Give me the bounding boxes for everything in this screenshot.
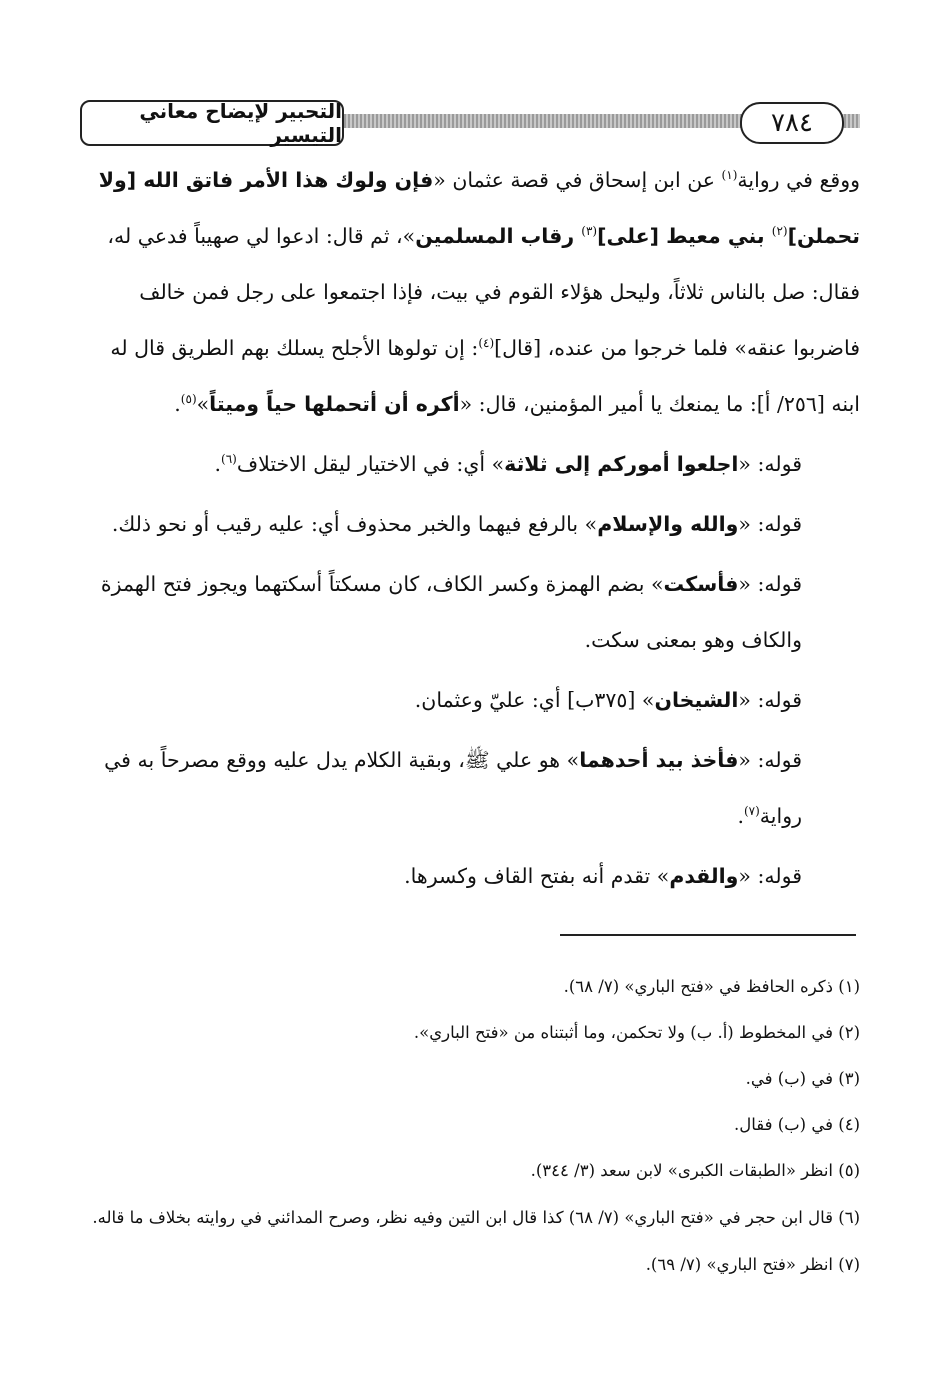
footnote: (١) ذكره الحافظ في «فتح الباري» (٧/ ٦٨). (563, 977, 860, 996)
footnote: (٢) في المخطوط (أ. ب) ولا تحكمن، وما أثبتناه من «فتح الباري». (413, 1023, 860, 1042)
text: قوله: « (738, 452, 802, 476)
footnote: (٤) في (ب) فقال. (733, 1115, 860, 1134)
text: . (174, 392, 181, 416)
page-number: ٧٨٤ (740, 102, 844, 144)
paragraph-2 (82, 436, 860, 492)
paragraph-5 (82, 672, 860, 728)
paragraph-6 (82, 732, 860, 844)
text: »، ثم قال: ادعوا لي صهيباً فدعي له، فقال: صل بالناس ثلاثاً، وليحل هؤلاء القوم في بيت، فإذا اجتمعوا على رجل فمن خالف فاضربوا عنقه» فلما خرجوا من عنده، [قال] (107, 224, 860, 360)
footnotes (82, 968, 860, 1292)
paragraph-4 (82, 556, 860, 668)
text: عن ابن إسحاق في قصة عثمان « (433, 168, 722, 192)
text: قوله: « (738, 572, 802, 596)
footnote: (٦) قال ابن حجر في «فتح الباري» (٧/ ٦٨) كذا قال ابن التين وفيه نظر، وصرح المدائني في روايته بخلاف ما قاله. (92, 1208, 860, 1227)
footnote: (٧) انظر «فتح الباري» (٧/ ٦٩). (645, 1255, 860, 1274)
text: قوله: « (738, 864, 802, 888)
text: » بالرفع فيهما والخبر محذوف أي: عليه رقيب أو نحو ذلك. (111, 512, 598, 536)
main-text (82, 152, 860, 904)
footnote: (٥) انظر «الطبقات الكبرى» لابن سعد (٣/ ٣٤٤). (530, 1161, 860, 1180)
quote-bold: والقدم (669, 864, 739, 888)
quote-bold: أكره أن أتحملها حياً وميتاً (209, 392, 460, 416)
footnote-ref: (٦) (221, 452, 237, 467)
footnote: (٣) في (ب) في. (745, 1069, 860, 1088)
quote-bold: الشيخان (654, 688, 739, 712)
footnote-ref: (٢) (771, 224, 788, 239)
text: قوله: « (738, 512, 802, 536)
footnote-ref: (٧) (743, 804, 760, 819)
footnote-ref: (٤) (478, 336, 495, 351)
footnote-ref: (٥) (180, 392, 197, 407)
text: » هو علي ﷺ، وبقية الكلام يدل عليه ووقع مصرحاً به في رواية (104, 748, 802, 828)
quote-bold: فأخذ بيد أحدهما (579, 748, 739, 772)
text: » تقدم أنه بفتح القاف وكسرها. (404, 864, 670, 888)
footnote-ref: (١) (721, 168, 738, 183)
text: . (214, 452, 222, 476)
book-title: التحبير لإيضاح معاني التيسير (80, 100, 344, 146)
text: » بضم الهمزة وكسر الكاف، كان مسكتاً أسكتهما ويجوز فتح الهمزة والكاف وهو بمعنى سكت. (100, 572, 802, 652)
quote-bold: والله والإسلام (597, 512, 739, 536)
text: » [٣٧٥ب] أي: عليّ وعثمان. (414, 688, 655, 712)
text: » أي: في الاختيار ليقل الاختلاف (236, 452, 505, 476)
quote-bold: فإن ولوك هذا الأمر فاتق الله [ولا تحملن] (98, 168, 860, 248)
footnote-ref: (٣) (581, 224, 598, 239)
paragraph-7 (82, 848, 860, 904)
text: . (737, 804, 744, 828)
quote-bold: بني معيط [على] (597, 224, 772, 248)
text: ووقع في رواية (737, 168, 860, 192)
text: : إن تولوها الأجلح يسلك بهم الطريق قال له ابنه [٢٥٦/ أ]: ما يمنعك يا أمير المؤمنين، قال: « (110, 336, 860, 416)
page-header (80, 100, 860, 148)
text: قوله: « (738, 748, 802, 772)
quote-bold: اجلعوا أموركم إلى ثلاثة (504, 452, 739, 476)
paragraph-3 (82, 496, 860, 552)
footnote-separator (560, 934, 856, 936)
paragraph-1 (82, 152, 860, 432)
text: » (196, 392, 210, 416)
text: قوله: « (738, 688, 802, 712)
quote-bold: فأسكت (663, 572, 739, 596)
quote-bold: رقاب المسلمين (415, 224, 582, 248)
